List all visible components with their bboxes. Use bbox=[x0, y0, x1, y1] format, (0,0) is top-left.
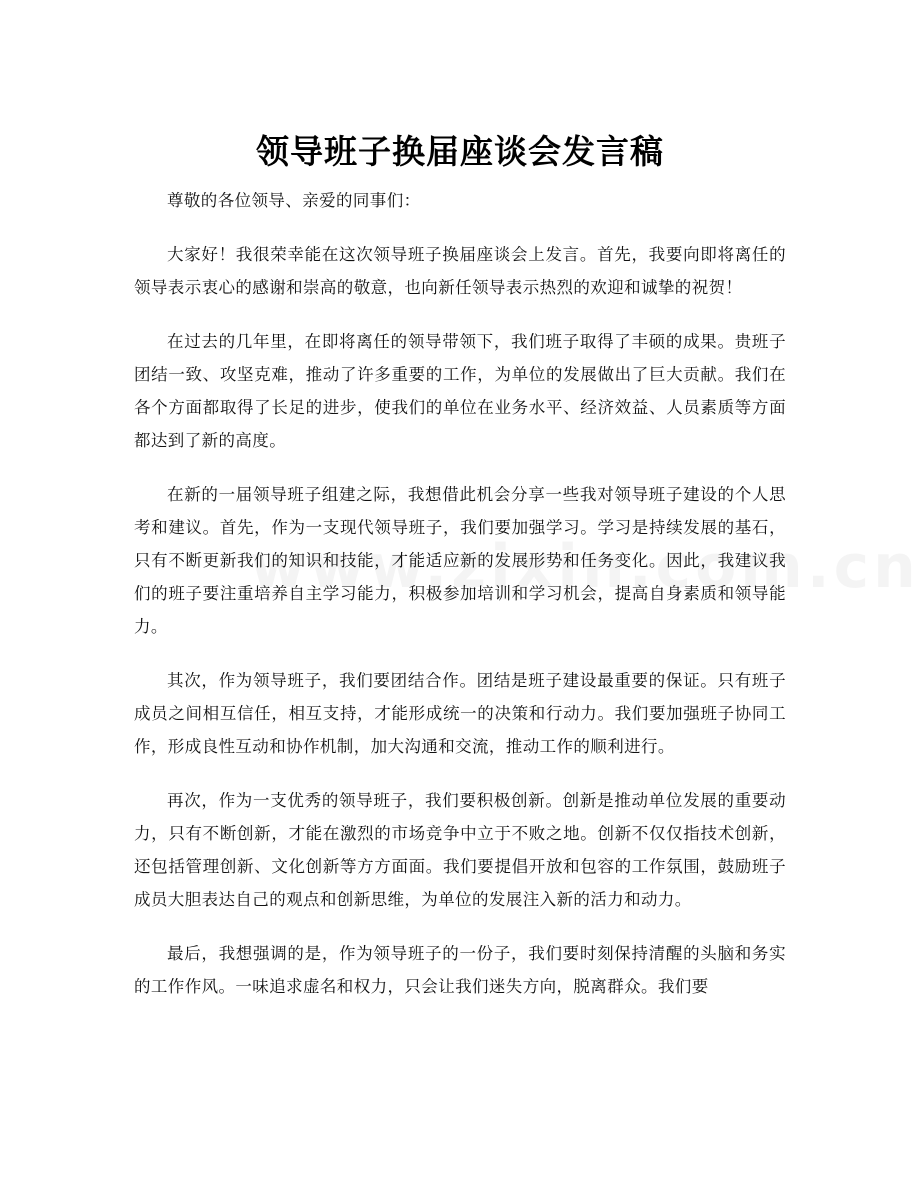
body-paragraph: 其次，作为领导班子，我们要团结合作。团结是班子建设最重要的保证。只有班子成员之间相互信任，相互支持，才能形成统一的决策和行动力。我们要加强班子协同工作，形成良性互动和协作机制，加大沟通和交流，推动工作的顺利进行。 bbox=[134, 671, 786, 756]
document-title: 领导班子换届座谈会发言稿 bbox=[256, 132, 664, 172]
salutation-paragraph: 尊敬的各位领导、亲爱的同事们： bbox=[167, 191, 421, 210]
body-paragraph: 大家好！我很荣幸能在这次领导班子换届座谈会上发言。首先，我要向即将离任的领导表示衷心的感谢和崇高的敬意，也向新任领导表示热烈的欢迎和诚挚的祝贺！ bbox=[134, 245, 786, 297]
body-paragraph: 在过去的几年里，在即将离任的领导带领下，我们班子取得了丰硕的成果。贵班子团结一致、攻坚克难，推动了许多重要的工作，为单位的发展做出了巨大贡献。我们在各个方面都取得了长足的进步，使我们的单位在业务水平、经济效益、人员素质等方面都达到了新的高度。 bbox=[134, 332, 786, 450]
document-body bbox=[134, 184, 786, 1024]
body-paragraph: 在新的一届领导班子组建之际，我想借此机会分享一些我对领导班子建设的个人思考和建议。首先，作为一支现代领导班子，我们要加强学习。学习是持续发展的基石，只有不断更新我们的知识和技能，才能适应新的发展形势和任务变化。因此，我建议我们的班子要注重培养自主学习能力，积极参加培训和学习机会，提高自身素质和领导能力。 bbox=[134, 485, 786, 636]
body-paragraph: 再次，作为一支优秀的领导班子，我们要积极创新。创新是推动单位发展的重要动力，只有不断创新，才能在激烈的市场竞争中立于不败之地。创新不仅仅指技术创新，还包括管理创新、文化创新等方方面面。我们要提倡开放和包容的工作氛围，鼓励班子成员大胆表达自己的观点和创新思维，为单位的发展注入新的活力和动力。 bbox=[134, 791, 786, 909]
body-paragraph: 最后，我想强调的是，作为领导班子的一份子，我们要时刻保持清醒的头脑和务实的工作作风。一味追求虚名和权力，只会让我们迷失方向，脱离群众。我们要 bbox=[134, 944, 786, 996]
